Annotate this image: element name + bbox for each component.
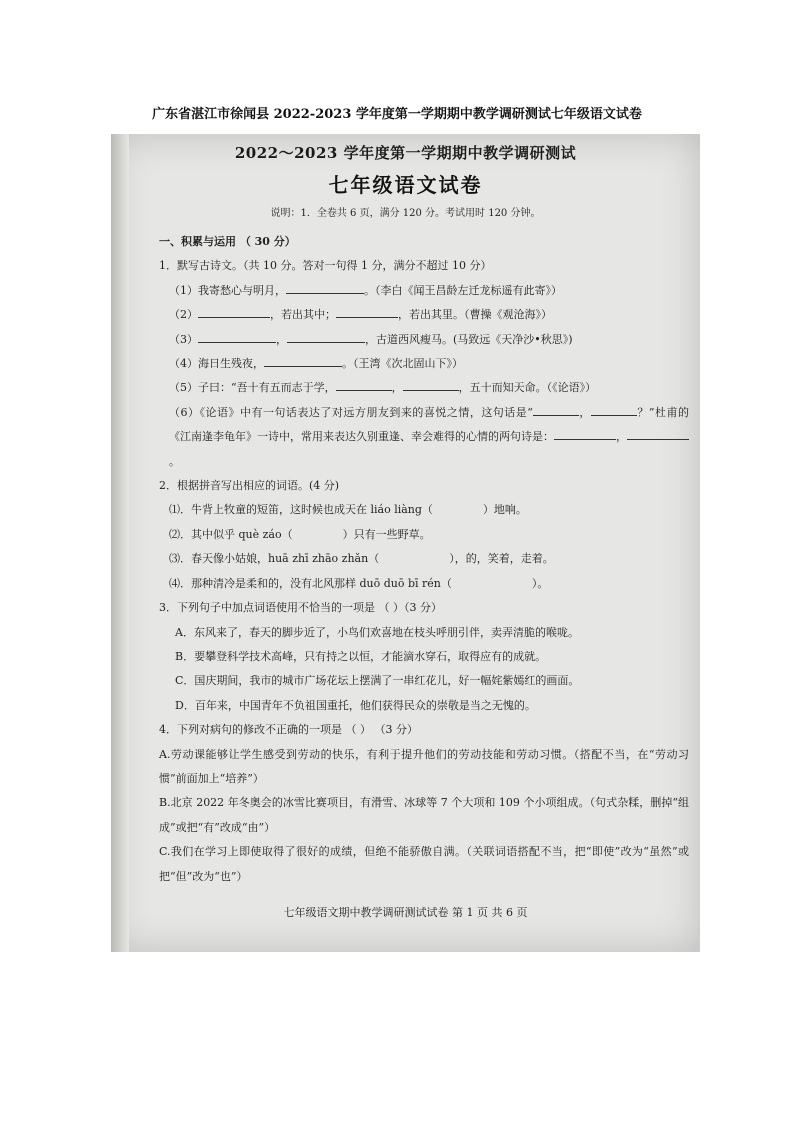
text: ）。 <box>531 576 549 590</box>
answer-blank <box>336 378 392 391</box>
text: （3） <box>169 332 198 346</box>
question-1-item-1 <box>159 279 689 303</box>
question-3-option-d: D．百年来，中国青年不负祖国重托，他们获得民众的崇敬是当之无愧的。 <box>175 698 536 712</box>
question-2-prompt: 2．根据拼音写出相应的词语。(4 分) <box>159 479 340 493</box>
question-1-item-5 <box>159 376 689 400</box>
question-2-item-1 <box>159 498 689 522</box>
text: ）地响。 <box>482 503 527 517</box>
answer-blank <box>554 427 616 440</box>
answer-blank <box>336 305 398 318</box>
text: ， <box>578 405 591 419</box>
text: ？”杜甫的《江南逢李龟年》一诗中，常用来表达久别重逢、幸会难得的心情的两句诗是： <box>169 405 690 444</box>
question-1-item-2 <box>159 303 689 327</box>
text: ，五十而知天命。（《论语》） <box>458 381 597 395</box>
question-4-option-b: B.北京 2022 年冬奥会的冰雪比赛项目，有滑雪、冰球等 7 个大项和 109 个小项组成。（句式杂糅，删掉“组成”或把“有”改成“由”） <box>159 796 689 834</box>
document-title: 广东省湛江市徐闻县 2022-2023 学年度第一学期期中教学调研测试七年级语文试卷 <box>152 107 642 122</box>
answer-blank <box>287 330 365 343</box>
answer-blank <box>198 330 276 343</box>
text: ⑶．春天像小姑娘，huā zhī zhāo zhǎn（ <box>169 552 380 566</box>
text: 。 <box>169 454 180 468</box>
answer-blank <box>403 378 459 391</box>
text: （6）《论语》中有一句话表达了对远方朋友到来的喜悦之情，这句话是“ <box>169 405 533 419</box>
text: ，古道西风瘦马。(马致远《天净沙•秋思》) <box>365 332 573 346</box>
question-2-item-3 <box>159 547 689 571</box>
text: （2） <box>169 308 198 322</box>
question-4-option-c: C.我们在学习上即使取得了很好的成绩，但绝不能骄傲自满。（关联词语搭配不当，把“即使”改为“虽然”或把“但”改为“也”） <box>159 845 689 883</box>
text: ， <box>616 430 627 444</box>
page-footer: 七年级语文期中教学调研测试试卷 第 1 页 共 6 页 <box>283 906 528 919</box>
exam-instructions: 说明：1．全卷共 6 页，满分 120 分。考试用时 120 分钟。 <box>270 208 541 219</box>
question-1-item-6 <box>159 401 689 474</box>
answer-blank <box>591 403 637 416</box>
answer-blank <box>198 305 270 318</box>
question-3-prompt: 3．下列句子中加点词语使用不恰当的一项是 （ ）（3 分） <box>159 601 442 615</box>
exam-title: 2022～2023 学年度第一学期期中教学调研测试 <box>234 144 577 162</box>
question-3-option-c: C．国庆期间，我市的城市广场花坛上摆满了一串红花儿，好一幅姹紫嫣红的画面。 <box>175 674 580 688</box>
section-heading: 一、积累与运用 （ 30 分） <box>159 235 296 248</box>
text: ， <box>276 332 287 346</box>
text: ）只有一些野草。 <box>342 527 431 541</box>
question-2-item-4 <box>159 572 689 596</box>
text: ，若出其里。（曹操《观沧海》） <box>398 308 552 322</box>
answer-blank <box>627 427 689 440</box>
text: 。（李白《闻王昌龄左迁龙标遥有此寄》） <box>364 283 562 297</box>
text: （1）我寄愁心与明月， <box>169 283 286 297</box>
exam-content <box>159 230 689 889</box>
text: ⑴．牛背上牧童的短笛，这时候也成天在 liáo liàng（ <box>169 503 433 517</box>
question-1-item-4 <box>159 352 689 376</box>
photo-shadow-edge <box>111 134 129 952</box>
question-4-prompt: 4．下列对病句的修改不正确的一项是 （ ） （3 分） <box>159 723 418 737</box>
exam-header <box>111 142 700 219</box>
question-2-item-2 <box>159 523 689 547</box>
question-4-option-a: A.劳动课能够让学生感受到劳动的快乐，有利于提升他们的劳动技能和劳动习惯。（搭配不当，在“劳动习惯”前面加上“培养”） <box>159 747 689 785</box>
text: （5）子曰：“吾十有五而志于学， <box>169 381 336 395</box>
text: （4）海日生残夜， <box>169 357 264 371</box>
answer-blank <box>286 281 364 294</box>
text: ），的，笑着，走着。 <box>449 552 554 566</box>
exam-subtitle: 七年级语文试卷 <box>328 173 483 197</box>
text: ⑵．其中似乎 què záo（ <box>169 527 293 541</box>
text: 。（王湾《次北固山下》） <box>342 357 463 371</box>
text: ， <box>391 381 403 395</box>
exam-page-photo <box>111 134 700 952</box>
question-1-prompt: 1．默写古诗文。（共 10 分。答对一句得 1 分，满分不超过 10 分） <box>159 259 492 273</box>
question-3-option-b: B．要攀登科学技术高峰，只有持之以恒，才能滴水穿石，取得应有的成就。 <box>175 649 547 663</box>
text: ，若出其中； <box>270 308 336 322</box>
answer-blank <box>533 403 579 416</box>
answer-blank <box>264 354 342 367</box>
question-3-option-a: A．东风来了，春天的脚步近了，小鸟们欢喜地在枝头呼朋引伴，卖弄清脆的喉咙。 <box>175 625 579 639</box>
question-1-item-3 <box>159 328 689 352</box>
text: ⑷．那种清冷是柔和的，没有北风那样 duō duō bī rén（ <box>169 576 452 590</box>
